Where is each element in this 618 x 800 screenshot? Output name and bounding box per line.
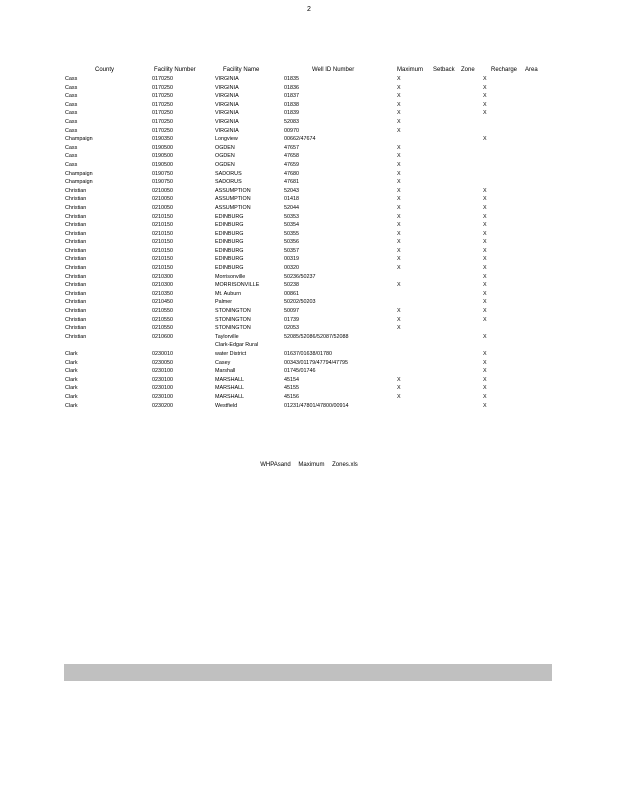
county-cell: Christian (65, 316, 87, 323)
facility-number-cell: 0230100 (152, 368, 173, 375)
facility-number-cell: 0210450 (152, 299, 173, 306)
county-cell: Champaign (65, 136, 93, 143)
maximum-cell: X (397, 385, 401, 392)
header-maximum: Maximum (397, 67, 424, 73)
county-cell: Clark (65, 368, 78, 375)
county-cell: Christian (65, 222, 87, 229)
header-facility-number: Facility Number (154, 67, 196, 73)
facility-name-cell: MARSHALL (215, 393, 245, 400)
table-row (65, 118, 555, 127)
table-row (65, 135, 555, 144)
well-id-cell: 47657 (284, 144, 299, 151)
facility-name-cell: OGDEN (215, 153, 235, 160)
well-id-cell: 52083 (284, 118, 299, 125)
county-cell: Christian (65, 282, 87, 289)
facility-number-cell: 0210050 (152, 187, 173, 194)
well-id-cell: 50353 (284, 213, 299, 220)
facility-number-cell: 0190500 (152, 144, 173, 151)
header-facility-name: Facility Name (223, 67, 260, 73)
recharge-cell: X (483, 376, 487, 383)
county-cell: Cass (65, 76, 78, 82)
table-row (65, 316, 555, 325)
maximum-cell: X (397, 179, 401, 186)
facility-number-cell: 0210150 (152, 256, 173, 263)
well-id-cell: 01745/01746 (284, 368, 316, 375)
maximum-cell: X (397, 127, 401, 134)
maximum-cell: X (397, 393, 401, 400)
facility-number-cell: 0190500 (152, 161, 173, 168)
well-id-cell: 47681 (284, 179, 299, 186)
maximum-cell: X (397, 308, 401, 315)
header-county: County (95, 67, 115, 73)
facility-name-cell: Palmer (215, 299, 233, 306)
maximum-cell: X (397, 118, 401, 125)
recharge-cell: X (483, 110, 487, 117)
facility-number-cell: 0210050 (152, 204, 173, 211)
well-id-cell: 45155 (284, 385, 299, 392)
facility-number-cell: 0210150 (152, 222, 173, 229)
well-id-cell: 47659 (284, 161, 299, 168)
recharge-cell: X (483, 333, 487, 340)
well-id-cell: 00319 (284, 256, 299, 263)
well-id-cell: 01835 (284, 76, 299, 82)
recharge-cell: X (483, 265, 487, 272)
recharge-cell: X (483, 359, 487, 366)
county-cell: Christian (65, 290, 87, 297)
county-cell: Christian (65, 273, 87, 280)
maximum-cell: X (397, 239, 401, 246)
table-row (65, 84, 555, 93)
well-id-cell: 50236/50237 (284, 273, 316, 280)
county-cell: Cass (65, 153, 78, 160)
well-table (65, 66, 555, 410)
facility-name-cell: VIRGINIA (215, 101, 239, 108)
facility-name-cell: VIRGINIA (215, 84, 239, 91)
facility-name-cell: Clark-Edgar Rural (215, 342, 259, 349)
facility-number-cell: 0230100 (152, 376, 173, 383)
facility-number-cell: 0170250 (152, 84, 173, 91)
facility-number-cell: 0210300 (152, 273, 173, 280)
county-cell: Christian (65, 230, 87, 237)
facility-name-cell: EDINBURG (215, 222, 244, 229)
county-cell: Clark (65, 376, 78, 383)
maximum-cell: X (397, 93, 401, 100)
recharge-cell: X (483, 308, 487, 315)
county-cell: Christian (65, 325, 87, 332)
facility-name-cell: OGDEN (215, 144, 235, 151)
table-row (65, 376, 555, 385)
county-cell: Christian (65, 308, 87, 315)
recharge-cell: X (483, 230, 487, 237)
facility-name-cell: EDINBURG (215, 213, 244, 220)
table-row (65, 178, 555, 187)
county-cell: Christian (65, 333, 87, 340)
facility-name-cell: water District (215, 351, 247, 357)
table-row (65, 255, 555, 264)
well-id-cell: 52043 (284, 187, 299, 194)
county-cell: Clark (65, 393, 78, 400)
maximum-cell: X (397, 325, 401, 332)
table-row (65, 247, 555, 256)
facility-name-cell: EDINBURG (215, 256, 244, 263)
facility-name-cell: STONINGTON (215, 316, 251, 323)
maximum-cell: X (397, 230, 401, 237)
facility-name-cell: VIRGINIA (215, 127, 239, 134)
facility-number-cell: 0190750 (152, 170, 173, 177)
facility-number-cell: 0190750 (152, 179, 173, 186)
well-id-cell: 52044 (284, 204, 299, 211)
county-cell: Cass (65, 84, 78, 91)
facility-name-cell: Westfield (215, 402, 238, 409)
table-row (65, 238, 555, 247)
county-cell: Champaign (65, 170, 93, 177)
facility-name-cell: ASSUMPTION (215, 187, 251, 194)
county-cell: Christian (65, 265, 87, 272)
facility-number-cell: 0210300 (152, 282, 173, 289)
facility-number-cell: 0170250 (152, 101, 173, 108)
maximum-cell: X (397, 153, 401, 160)
county-cell: Clark (65, 385, 78, 392)
maximum-cell: X (397, 204, 401, 211)
county-cell: Christian (65, 239, 87, 246)
county-cell: Christian (65, 256, 87, 263)
facility-name-cell: VIRGINIA (215, 118, 239, 125)
table-row (65, 341, 555, 350)
well-id-cell: 50097 (284, 308, 299, 315)
maximum-cell: X (397, 144, 401, 151)
table-row (65, 144, 555, 153)
table-row (65, 161, 555, 170)
recharge-cell: X (483, 247, 487, 254)
maximum-cell: X (397, 213, 401, 220)
facility-name-cell: Longview (215, 136, 238, 143)
table-row (65, 307, 555, 316)
table-row (65, 92, 555, 101)
recharge-cell: X (483, 299, 487, 306)
table-body (65, 75, 555, 410)
recharge-cell: X (483, 368, 487, 375)
maximum-cell: X (397, 196, 401, 203)
recharge-cell: X (483, 393, 487, 400)
header-recharge: Recharge (491, 67, 518, 73)
gray-bar (64, 664, 552, 681)
table-row (65, 109, 555, 118)
table-row (65, 127, 555, 136)
county-cell: Cass (65, 101, 78, 108)
recharge-cell: X (483, 84, 487, 91)
table-row (65, 350, 555, 359)
facility-name-cell: EDINBURG (215, 247, 244, 254)
recharge-cell: X (483, 351, 487, 357)
maximum-cell: X (397, 376, 401, 383)
facility-number-cell: 0230100 (152, 385, 173, 392)
county-cell: Clark (65, 359, 78, 366)
table-row (65, 359, 555, 368)
well-id-cell: 01838 (284, 101, 299, 108)
table-row (65, 324, 555, 333)
table-row (65, 75, 555, 84)
well-id-cell: 45156 (284, 393, 299, 400)
maximum-cell: X (397, 161, 401, 168)
facility-name-cell: EDINBURG (215, 230, 244, 237)
header-well-id: Well ID Number (312, 67, 355, 73)
facility-number-cell: 0210600 (152, 333, 173, 340)
facility-number-cell: 0210150 (152, 230, 173, 237)
facility-name-cell: VIRGINIA (215, 76, 239, 82)
facility-name-cell: Taylorville (215, 333, 239, 340)
facility-number-cell: 0230010 (152, 351, 173, 357)
facility-number-cell: 0210550 (152, 325, 173, 332)
well-id-cell: 50356 (284, 239, 299, 246)
facility-number-cell: 0190500 (152, 153, 173, 160)
county-cell: Cass (65, 110, 78, 117)
facility-name-cell: ASSUMPTION (215, 204, 251, 211)
table-row (65, 204, 555, 213)
table-row (65, 333, 555, 342)
well-id-cell: 52085/52086/52087/52088 (284, 333, 349, 340)
table-row (65, 273, 555, 282)
county-cell: Cass (65, 93, 78, 100)
well-id-cell: 00861 (284, 290, 299, 297)
facility-name-cell: Mt. Auburn (215, 290, 242, 297)
header-setback: Setback (433, 67, 455, 73)
recharge-cell: X (483, 222, 487, 229)
county-cell: Christian (65, 196, 87, 203)
facility-name-cell: Marshall (215, 368, 236, 375)
well-id-cell: 01637/01638/01780 (284, 351, 332, 357)
recharge-cell: X (483, 290, 487, 297)
file-name-footer: WHPAsand Maximum Zones.xls (260, 462, 358, 468)
maximum-cell: X (397, 110, 401, 117)
facility-number-cell: 0210350 (152, 290, 173, 297)
recharge-cell: X (483, 385, 487, 392)
table-row (65, 402, 555, 411)
facility-number-cell: 0230050 (152, 359, 173, 366)
maximum-cell: X (397, 170, 401, 177)
well-id-cell: 50355 (284, 230, 299, 237)
well-id-cell: 47680 (284, 170, 299, 177)
table-row (65, 393, 555, 402)
recharge-cell: X (483, 101, 487, 108)
header-area: Area (525, 67, 538, 73)
well-id-cell: 00662/47674 (284, 136, 316, 143)
recharge-cell: X (483, 76, 487, 82)
recharge-cell: X (483, 256, 487, 263)
facility-number-cell: 0170250 (152, 110, 173, 117)
table-row (65, 101, 555, 110)
recharge-cell: X (483, 273, 487, 280)
county-cell: Cass (65, 144, 78, 151)
facility-name-cell: MARSHALL (215, 385, 245, 392)
facility-name-cell: STONINGTON (215, 325, 251, 332)
county-cell: Christian (65, 187, 87, 194)
facility-name-cell: Morrisonville (215, 273, 246, 280)
header-zone: Zone (461, 67, 475, 73)
county-cell: Christian (65, 213, 87, 220)
facility-number-cell: 0210550 (152, 308, 173, 315)
maximum-cell: X (397, 265, 401, 272)
maximum-cell: X (397, 316, 401, 323)
county-cell: Champaign (65, 179, 93, 186)
recharge-cell: X (483, 187, 487, 194)
table-row (65, 187, 555, 196)
facility-name-cell: MARSHALL (215, 376, 245, 383)
county-cell: Cass (65, 161, 78, 168)
facility-number-cell: 0170250 (152, 93, 173, 100)
well-id-cell: 02053 (284, 325, 299, 332)
well-id-cell: 50354 (284, 222, 299, 229)
well-id-cell: 01231/47801/47800/00914 (284, 402, 349, 409)
recharge-cell: X (483, 196, 487, 203)
recharge-cell: X (483, 213, 487, 220)
table-row (65, 264, 555, 273)
facility-number-cell: 0170250 (152, 127, 173, 134)
maximum-cell: X (397, 282, 401, 289)
well-id-cell: 47658 (284, 153, 299, 160)
table-row (65, 170, 555, 179)
facility-name-cell: ASSUMPTION (215, 196, 251, 203)
well-id-cell: 45154 (284, 376, 299, 383)
well-id-cell: 01739 (284, 316, 299, 323)
facility-name-cell: MORRISONVILLE (215, 282, 260, 289)
facility-number-cell: 0170250 (152, 118, 173, 125)
county-cell: Clark (65, 402, 78, 409)
recharge-cell: X (483, 93, 487, 100)
page-number: 2 (307, 6, 311, 13)
table-row (65, 230, 555, 239)
well-id-cell: 50202/50203 (284, 299, 316, 306)
facility-name-cell: STONINGTON (215, 308, 251, 315)
facility-name-cell: VIRGINIA (215, 110, 239, 117)
maximum-cell: X (397, 76, 401, 82)
recharge-cell: X (483, 316, 487, 323)
well-id-cell: 00970 (284, 127, 299, 134)
table-row (65, 290, 555, 299)
table-row (65, 384, 555, 393)
facility-number-cell: 0210150 (152, 213, 173, 220)
facility-number-cell: 0210550 (152, 316, 173, 323)
facility-name-cell: SADORUS (215, 170, 242, 177)
recharge-cell: X (483, 136, 487, 143)
maximum-cell: X (397, 101, 401, 108)
maximum-cell: X (397, 256, 401, 263)
facility-name-cell: VIRGINIA (215, 93, 239, 100)
maximum-cell: X (397, 187, 401, 194)
county-cell: Christian (65, 299, 87, 306)
facility-name-cell: OGDEN (215, 161, 235, 168)
county-cell: Cass (65, 127, 78, 134)
recharge-cell: X (483, 402, 487, 409)
facility-number-cell: 0210150 (152, 239, 173, 246)
table-row (65, 152, 555, 161)
well-id-cell: 01839 (284, 110, 299, 117)
facility-name-cell: EDINBURG (215, 265, 244, 272)
well-id-cell: 01418 (284, 196, 299, 203)
well-id-cell: 50357 (284, 247, 299, 254)
well-id-cell: 50238 (284, 282, 299, 289)
table-header (65, 66, 555, 75)
table-row (65, 195, 555, 204)
well-id-cell: 00343/01179/47794/47795 (284, 359, 349, 366)
facility-number-cell: 0210050 (152, 196, 173, 203)
facility-number-cell: 0210150 (152, 265, 173, 272)
facility-number-cell: 0230200 (152, 402, 173, 409)
maximum-cell: X (397, 84, 401, 91)
table-row (65, 367, 555, 376)
table-row (65, 213, 555, 222)
facility-name-cell: Casey (215, 359, 231, 366)
recharge-cell: X (483, 239, 487, 246)
county-cell: Cass (65, 118, 78, 125)
maximum-cell: X (397, 247, 401, 254)
facility-name-cell: SADORUS (215, 179, 242, 186)
facility-number-cell: 0230100 (152, 393, 173, 400)
table-row (65, 221, 555, 230)
well-id-cell: 00320 (284, 265, 299, 272)
table-row (65, 281, 555, 290)
facility-number-cell: 0170250 (152, 76, 173, 82)
well-id-cell: 01837 (284, 93, 299, 100)
county-cell: Christian (65, 204, 87, 211)
well-id-cell: 01836 (284, 84, 299, 91)
recharge-cell: X (483, 204, 487, 211)
facility-number-cell: 0190350 (152, 136, 173, 143)
facility-name-cell: EDINBURG (215, 239, 244, 246)
facility-number-cell: 0210150 (152, 247, 173, 254)
table-row (65, 298, 555, 307)
county-cell: Christian (65, 247, 87, 254)
county-cell: Clark (65, 351, 78, 357)
recharge-cell: X (483, 282, 487, 289)
maximum-cell: X (397, 222, 401, 229)
